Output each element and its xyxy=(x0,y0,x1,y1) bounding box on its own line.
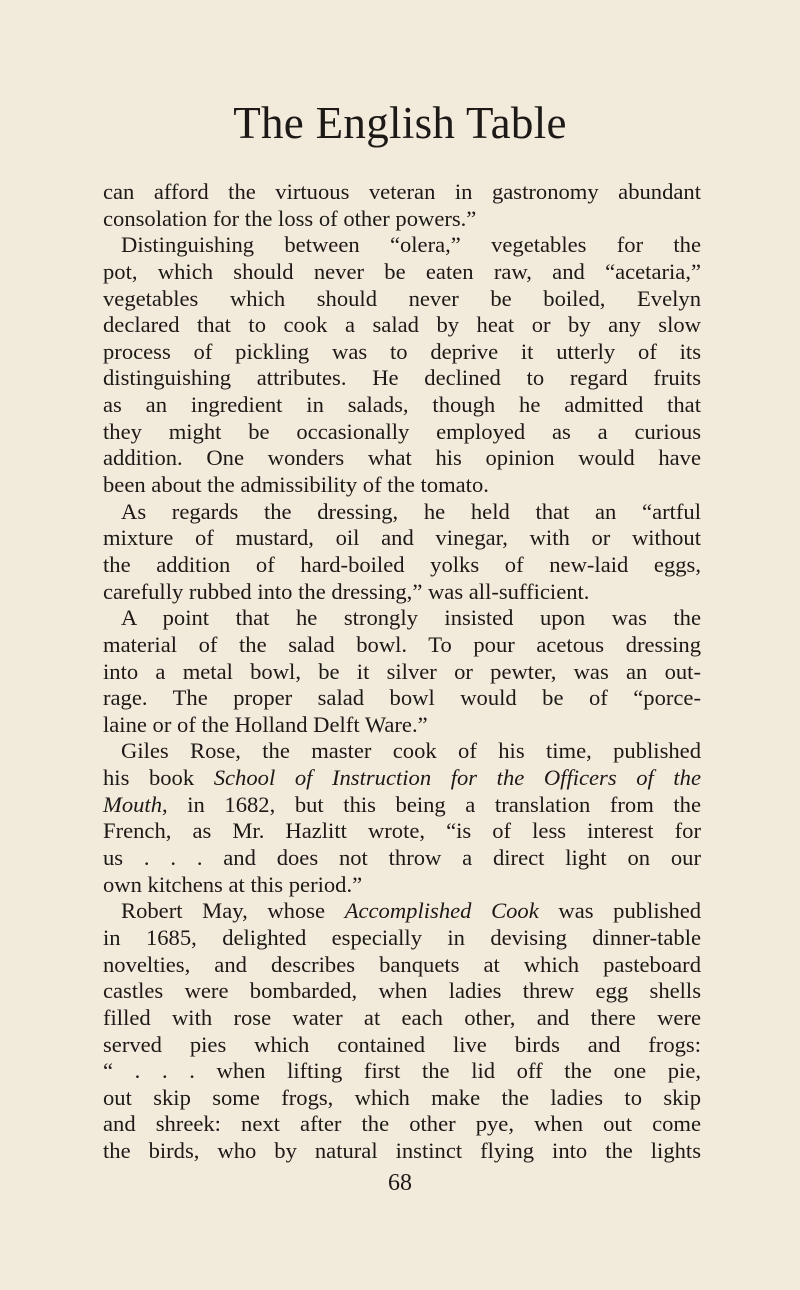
text-line: laine or of the Holland Delft Ware.” xyxy=(103,711,428,737)
text-line: own kitchens at this period.” xyxy=(103,871,363,897)
text-line: us . . . and does not throw a direct light on our xyxy=(103,845,701,871)
text-line: novelties, and describes banquets at which pasteboard xyxy=(103,951,701,977)
body-text xyxy=(103,179,701,1165)
text-line: Giles Rose, the master cook of his time, published xyxy=(121,738,701,764)
text-line: consolation for the loss of other powers.” xyxy=(103,205,477,231)
text-line: the addition of hard-boiled yolks of new-laid eggs, xyxy=(103,551,701,577)
running-head: The English Table xyxy=(233,98,567,148)
text-line: rage. The proper salad bowl would be of “porce- xyxy=(103,685,701,711)
text-line: vegetables which should never be boiled, Evelyn xyxy=(103,285,701,311)
text-line: Mouth, in 1682, but this being a translation from the xyxy=(103,791,701,817)
page-number: 68 xyxy=(388,1170,412,1196)
text-line: A point that he strongly insisted upon was the xyxy=(121,605,701,631)
text-line: out skip some frogs, which make the ladies to skip xyxy=(103,1084,701,1110)
text-line: been about the admissibility of the tomato. xyxy=(103,472,489,498)
italic-title: Accomplished Cook xyxy=(344,898,539,924)
text-line: can afford the virtuous veteran in gastronomy abundant xyxy=(103,179,701,204)
text-line: they might be occasionally employed as a curious xyxy=(103,418,701,444)
text-line: “ . . . when lifting first the lid off the one pie, xyxy=(103,1058,701,1084)
italic-title: School of Instruction for the Officers of the xyxy=(213,765,701,791)
text-line: material of the salad bowl. To pour acetous dressing xyxy=(103,631,701,657)
text-line: Robert May, whose Accomplished Cook was published xyxy=(121,898,702,924)
text-line: in 1685, delighted especially in devising dinner-table xyxy=(103,924,701,950)
text-line: French, as Mr. Hazlitt wrote, “is of less interest for xyxy=(103,818,701,844)
text-line: pot, which should never be eaten raw, and “acetaria,” xyxy=(103,258,701,284)
text-line: declared that to cook a salad by heat or by any slow xyxy=(103,312,701,338)
text-line: carefully rubbed into the dressing,” was all-sufficient. xyxy=(103,578,590,604)
text-line: as an ingredient in salads, though he admitted that xyxy=(103,392,701,418)
text-line: castles were bombarded, when ladies threw egg shells xyxy=(103,978,701,1004)
text-line: filled with rose water at each other, and there were xyxy=(103,1004,701,1030)
text-line: Distinguishing between “olera,” vegetables for the xyxy=(121,232,701,258)
text-line: his book School of Instruction for the Officers of the xyxy=(103,765,701,791)
text-line: process of pickling was to deprive it utterly of its xyxy=(103,338,701,364)
text-line: and shreek: next after the other pye, when out come xyxy=(103,1111,701,1137)
text-line: into a metal bowl, be it silver or pewter, was an out- xyxy=(103,658,701,684)
text-line: mixture of mustard, oil and vinegar, with or without xyxy=(103,525,701,551)
text-line: addition. One wonders what his opinion would have xyxy=(103,445,701,471)
text-line: served pies which contained live birds and frogs: xyxy=(103,1031,701,1057)
italic-title: Mouth xyxy=(103,791,162,817)
text-line: the birds, who by natural instinct flying into the lights xyxy=(103,1138,701,1164)
text-line: As regards the dressing, he held that an “artful xyxy=(121,498,701,524)
text-line: distinguishing attributes. He declined to regard fruits xyxy=(103,365,701,391)
